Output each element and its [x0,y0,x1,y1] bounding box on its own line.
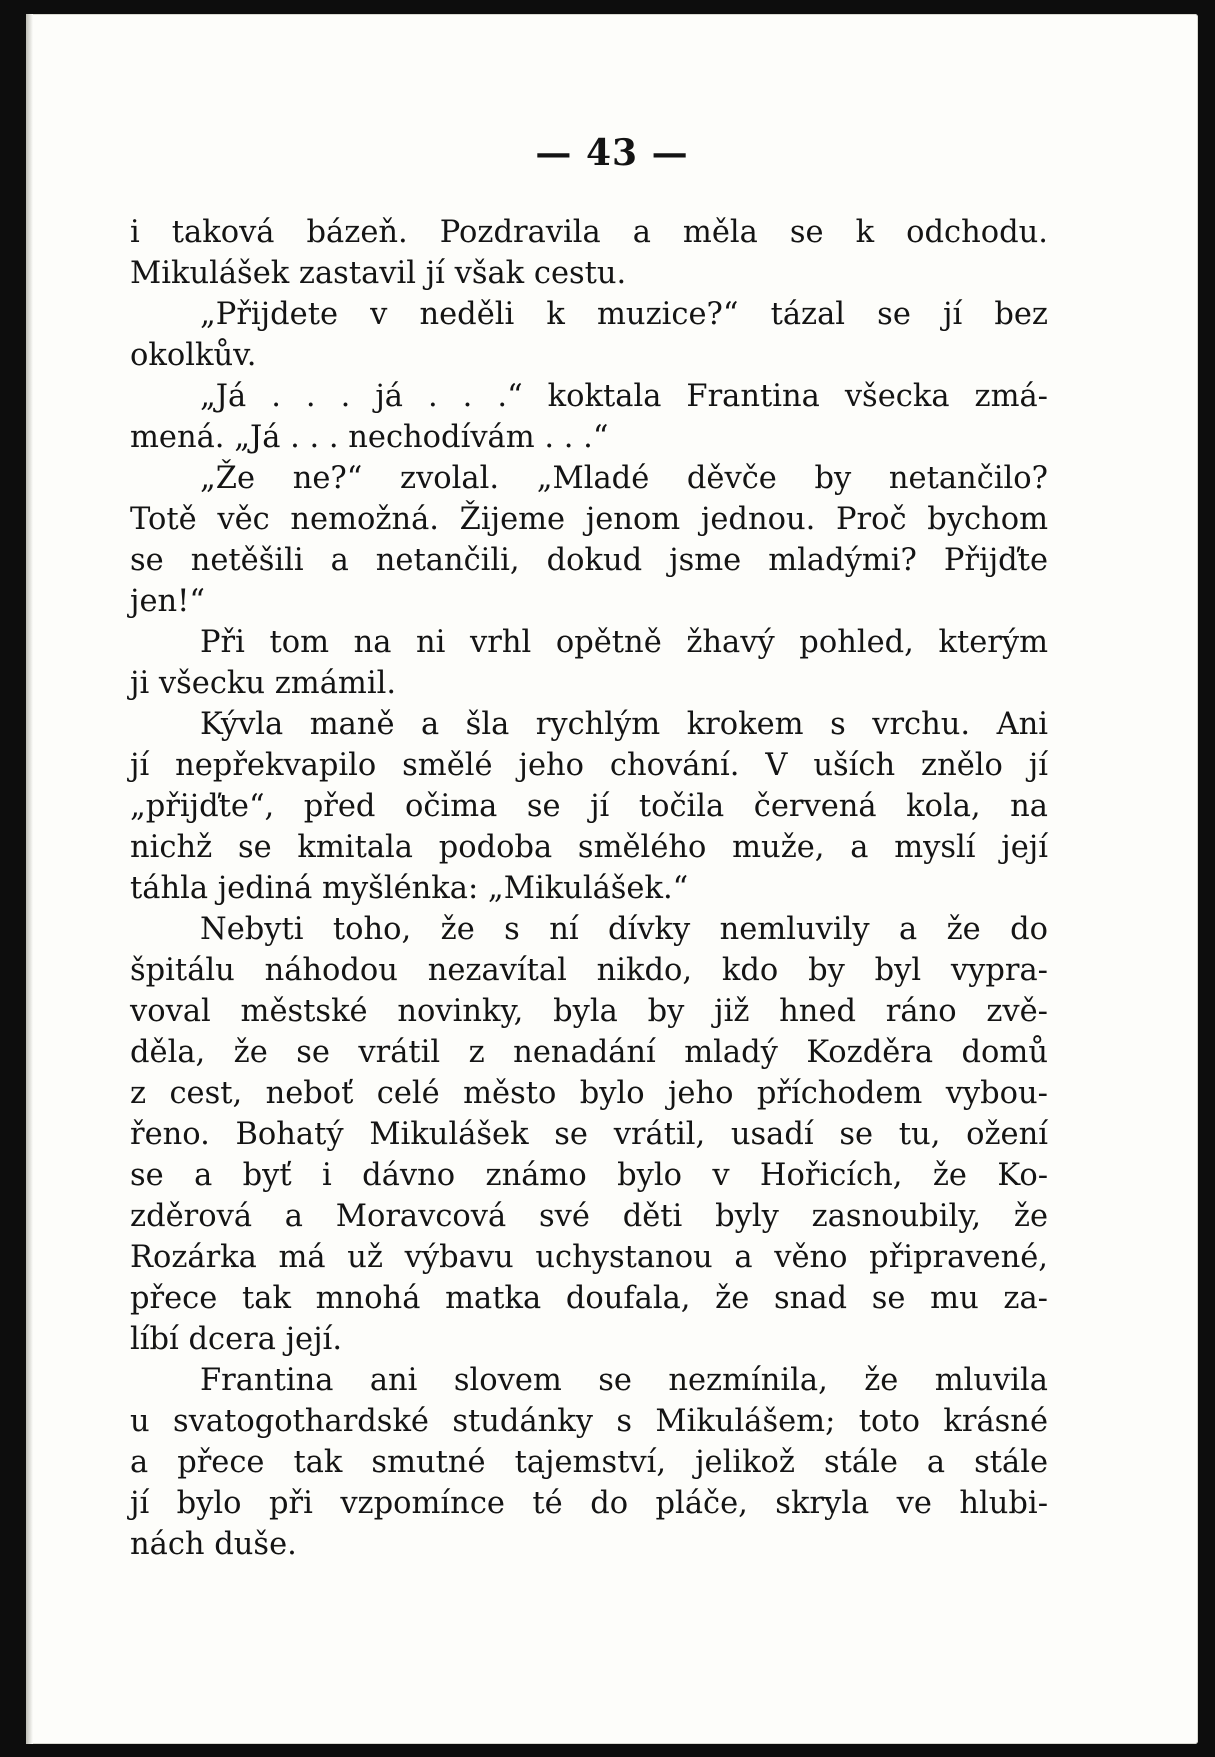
text-line: mená. „Já . . . nechodívám . . .“ [130,420,609,455]
text-line: jí bylo při vzpomínce té do pláče, skryla ve hlubi- [130,1486,1048,1521]
text-line: a přece tak smutné tajemství, jelikož stále a stále [130,1445,1048,1480]
text-line: špitálu náhodou nezavítal nikdo, kdo by byl vypra- [130,953,1048,988]
page-edge-shadow [26,14,33,1744]
text-line: i taková bázeň. Pozdravila a měla se k odchodu. [130,215,1048,250]
body-text [130,212,1048,1565]
text-line: jí nepřekvapilo smělé jeho chování. V uších znělo jí [130,748,1048,783]
text-line: Frantina ani slovem se nezmínila, že mluvila [200,1363,1048,1398]
text-line: se a byť i dávno známo bylo v Hořicích, že Ko- [130,1158,1048,1193]
text-line: Kývla maně a šla rychlým krokem s vrchu. Ani [200,707,1048,742]
text-line: „Přijdete v neděli k muzice?“ tázal se jí bez [200,297,1048,332]
text-line: jen!“ [130,584,205,619]
text-line: voval městské novinky, byla by již hned ráno zvě- [130,994,1048,1029]
text-line: se netěšili a netančili, dokud jsme mladými? Přijďte [130,543,1048,578]
text-line: zděrová a Moravcová své děti byly zasnoubily, že [130,1199,1048,1234]
text-line: ji všecku zmámil. [130,666,397,701]
text-line: nách duše. [130,1527,297,1562]
text-line: Rozárka má už výbavu uchystanou a věno připravené, [130,1240,1048,1275]
text-line: „přijďte“, před očima se jí točila červená kola, na [130,789,1048,824]
text-line: děla, že se vrátil z nenadání mladý Kozděra domů [130,1035,1048,1070]
text-line: Při tom na ni vrhl opětně žhavý pohled, kterým [200,625,1048,660]
text-line: přece tak mnohá matka doufala, že snad se mu za- [130,1281,1048,1316]
page-number: — 43 — [535,132,689,174]
text-line: řeno. Bohatý Mikulášek se vrátil, usadí se tu, ožení [130,1117,1048,1152]
book-page [26,14,1198,1744]
text-line: táhla jediná myšlénka: „Mikulášek.“ [130,871,689,906]
text-line: okolkův. [130,338,257,373]
text-line: u svatogothardské studánky s Mikulášem; toto krásné [130,1404,1048,1439]
text-line: líbí dcera její. [130,1322,343,1357]
text-line: z cest, neboť celé město bylo jeho příchodem vybou- [130,1076,1048,1111]
text-line: Nebyti toho, že s ní dívky nemluvily a že do [200,912,1048,947]
text-line: „Já . . . já . . .“ koktala Frantina všecka zmá- [200,379,1048,414]
text-line: nichž se kmitala podoba smělého muže, a myslí její [130,830,1048,865]
text-line: Mikulášek zastavil jí však cestu. [130,256,627,291]
text-line: Totě věc nemožná. Žijeme jenom jednou. Proč bychom [130,502,1048,537]
text-line: „Že ne?“ zvolal. „Mladé děvče by netančilo? [200,461,1048,496]
